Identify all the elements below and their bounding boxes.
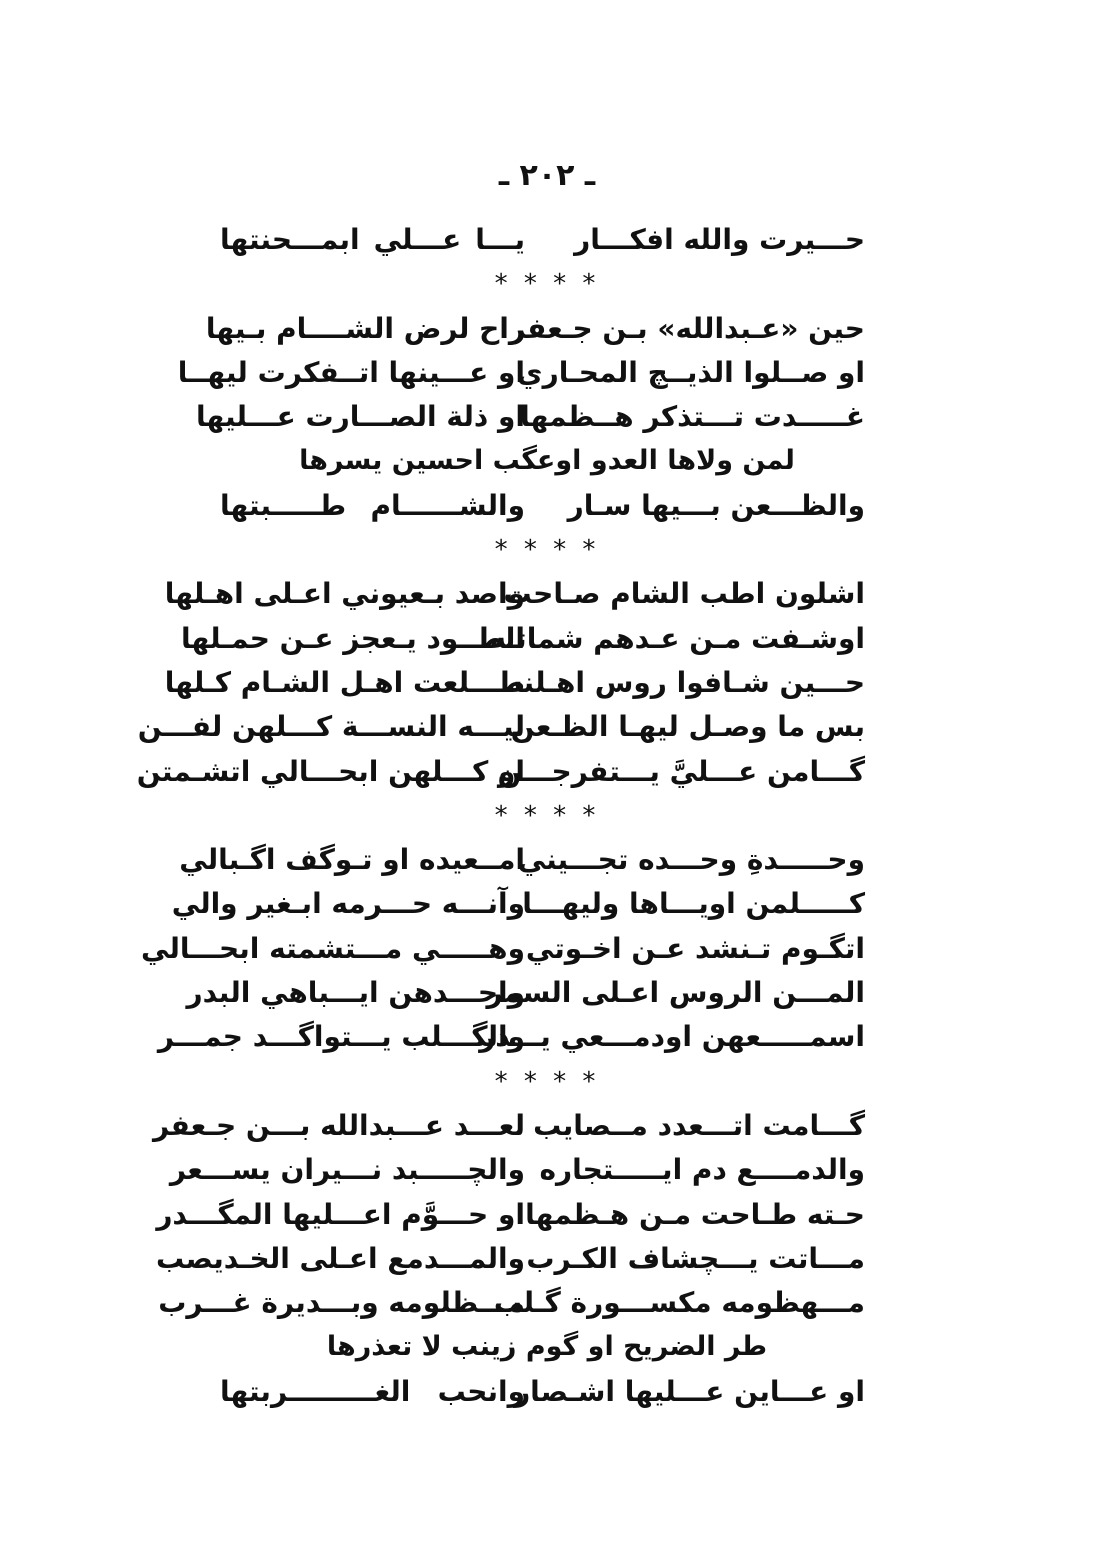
verse-line (0, 572, 1094, 616)
second-hemistich: طـــلعت اهـل الشـام كـلها (164, 665, 525, 699)
first-hemistich: كـــــلمن اويـــاها وليهـــا (522, 887, 865, 921)
asterisks: * * * * (494, 1066, 600, 1097)
verse-line (0, 661, 1094, 705)
second-hemistich: او حـــوَّم اعـــليها المگـــدر (156, 1197, 525, 1231)
stanza-separator (0, 1060, 1094, 1104)
second-hemistich: وانحب الغـــــــــربتها (220, 1374, 525, 1408)
asterisks: * * * * (494, 800, 600, 831)
second-hemistich: لعـــد عـــبدالله بـــن جـعفر (153, 1108, 525, 1142)
first-hemistich: گـــامن عـــليَّ يـــتفرجـــن (497, 754, 865, 788)
first-hemistich: مـــاتت يـــچشاف الكـرب (526, 1241, 865, 1275)
second-hemistich: وآنـــه حـــرمه ابـغير والي (171, 887, 525, 921)
asterisks: * * * * (494, 269, 600, 300)
first-hemistich: غـــــدت تـــتذكر هــظمها (520, 400, 865, 434)
first-hemistich: والدمــــع دم ايـــــتجاره (539, 1153, 865, 1187)
second-hemistich: امــعيده او تـوگف اگـبالي (179, 843, 525, 877)
first-hemistich: او صــلوا الذيــچ المحـاري (516, 355, 865, 389)
second-hemistich: او ذلة الصـــارت عـــليها (196, 400, 525, 434)
second-hemistich: ليـــه النســـة كـــلهن لفـــن (137, 710, 525, 744)
first-hemistich: حين «عـبدالله» بـن جـعفر (509, 311, 865, 345)
verse-line (0, 484, 1094, 528)
verse-line (0, 1237, 1094, 1281)
first-hemistich: او عـــاين عـــليها اشـصار (514, 1374, 865, 1408)
verse-line (0, 971, 1094, 1015)
verse-line (0, 617, 1094, 661)
first-hemistich: حـــيرت والله افكـــار (574, 223, 865, 256)
first-hemistich: اوشـفت مـن عـدهم شماتـه (489, 621, 865, 655)
second-hemistich: وهـــــي مـــتشمته ابحـــالي (140, 931, 525, 965)
verse-line (0, 1148, 1094, 1192)
first-hemistich: مـــهظومه مكســـورة گـلب (493, 1286, 865, 1320)
first-hemistich: والظـــعن بـــيها سـار (567, 488, 865, 522)
second-hemistich: الطــود يـعجز عـن حمـلها (180, 621, 525, 655)
second-hemistich: والچـــــبد نـــيران يســـعر (169, 1153, 525, 1187)
first-hemistich: گـــامت اتـــعدد مــصايب (533, 1108, 865, 1142)
first-hemistich: المـــن الروس اعـلى السمر (486, 976, 865, 1010)
page-number: ـ ٢٠٢ ـ (498, 158, 596, 193)
refrain-line (0, 439, 1094, 483)
second-hemistich: والگـــلب يـــتواگـــد جمـــر (157, 1020, 525, 1054)
asterisks: * * * * (494, 535, 600, 566)
first-hemistich: وحـــــدةِ وحـــده تجـــيني (517, 843, 865, 877)
second-hemistich: واصد بـعيوني اعـلى اهـلها (164, 577, 525, 611)
verse-line (0, 882, 1094, 926)
stanza-separator (0, 794, 1094, 838)
verse-line (0, 1281, 1094, 1325)
second-hemistich: والمـــدمع اعـلى الخـديصب (156, 1241, 525, 1275)
verse-line (0, 351, 1094, 395)
verse-line (0, 838, 1094, 882)
first-hemistich: حـته طـاحت مـن هـظمها (525, 1197, 865, 1231)
stanza-separator (0, 262, 1094, 306)
centered-verse: طر الضريح او گوم زينب لا تعذرها (326, 1331, 768, 1363)
refrain-line (0, 1325, 1094, 1369)
first-hemistich: اشلون اطب الشام صـاحت (503, 577, 865, 611)
first-hemistich: اتگـوم تـنشد عـن اخـوتي (525, 931, 865, 965)
second-hemistich: واحـــدهن ايـــباهي البدر (186, 976, 525, 1010)
verse-line (0, 307, 1094, 351)
verse-line (0, 1193, 1094, 1237)
stanza-separator (0, 528, 1094, 572)
verse-line (0, 750, 1094, 794)
second-hemistich: راح لرض الشــــام بـيها (205, 311, 525, 345)
second-hemistich: مـــظلومه وبـــديرة غـــرب (158, 1286, 525, 1320)
centered-verse: لمن ولاها العدو اوعگب احسين يسرها (299, 445, 795, 477)
verse-line (0, 927, 1094, 971)
first-hemistich: حـــين شـافوا روس اهـلنه (506, 665, 865, 699)
second-hemistich: والشــــــام طـــــبتها (220, 488, 525, 522)
verse-line (0, 705, 1094, 749)
verse-line (0, 218, 1094, 262)
first-hemistich: بس ما وصـل ليهـا الظـعن (510, 710, 865, 744)
verse-line (0, 1015, 1094, 1059)
verse-line (0, 1104, 1094, 1148)
verse-line (0, 395, 1094, 439)
second-hemistich: يـــا عـــلي ابمـــحنتها (220, 223, 525, 256)
first-hemistich: اسمـــــعهن اودمـــعي يـــدر (479, 1020, 865, 1054)
second-hemistich: او كـــلهن ابحـــالي اتشـمتن (136, 754, 525, 788)
poem (0, 218, 1094, 1414)
second-hemistich: او عـــينها اتــفكرت ليهــا (177, 355, 525, 389)
verse-line (0, 1370, 1094, 1414)
